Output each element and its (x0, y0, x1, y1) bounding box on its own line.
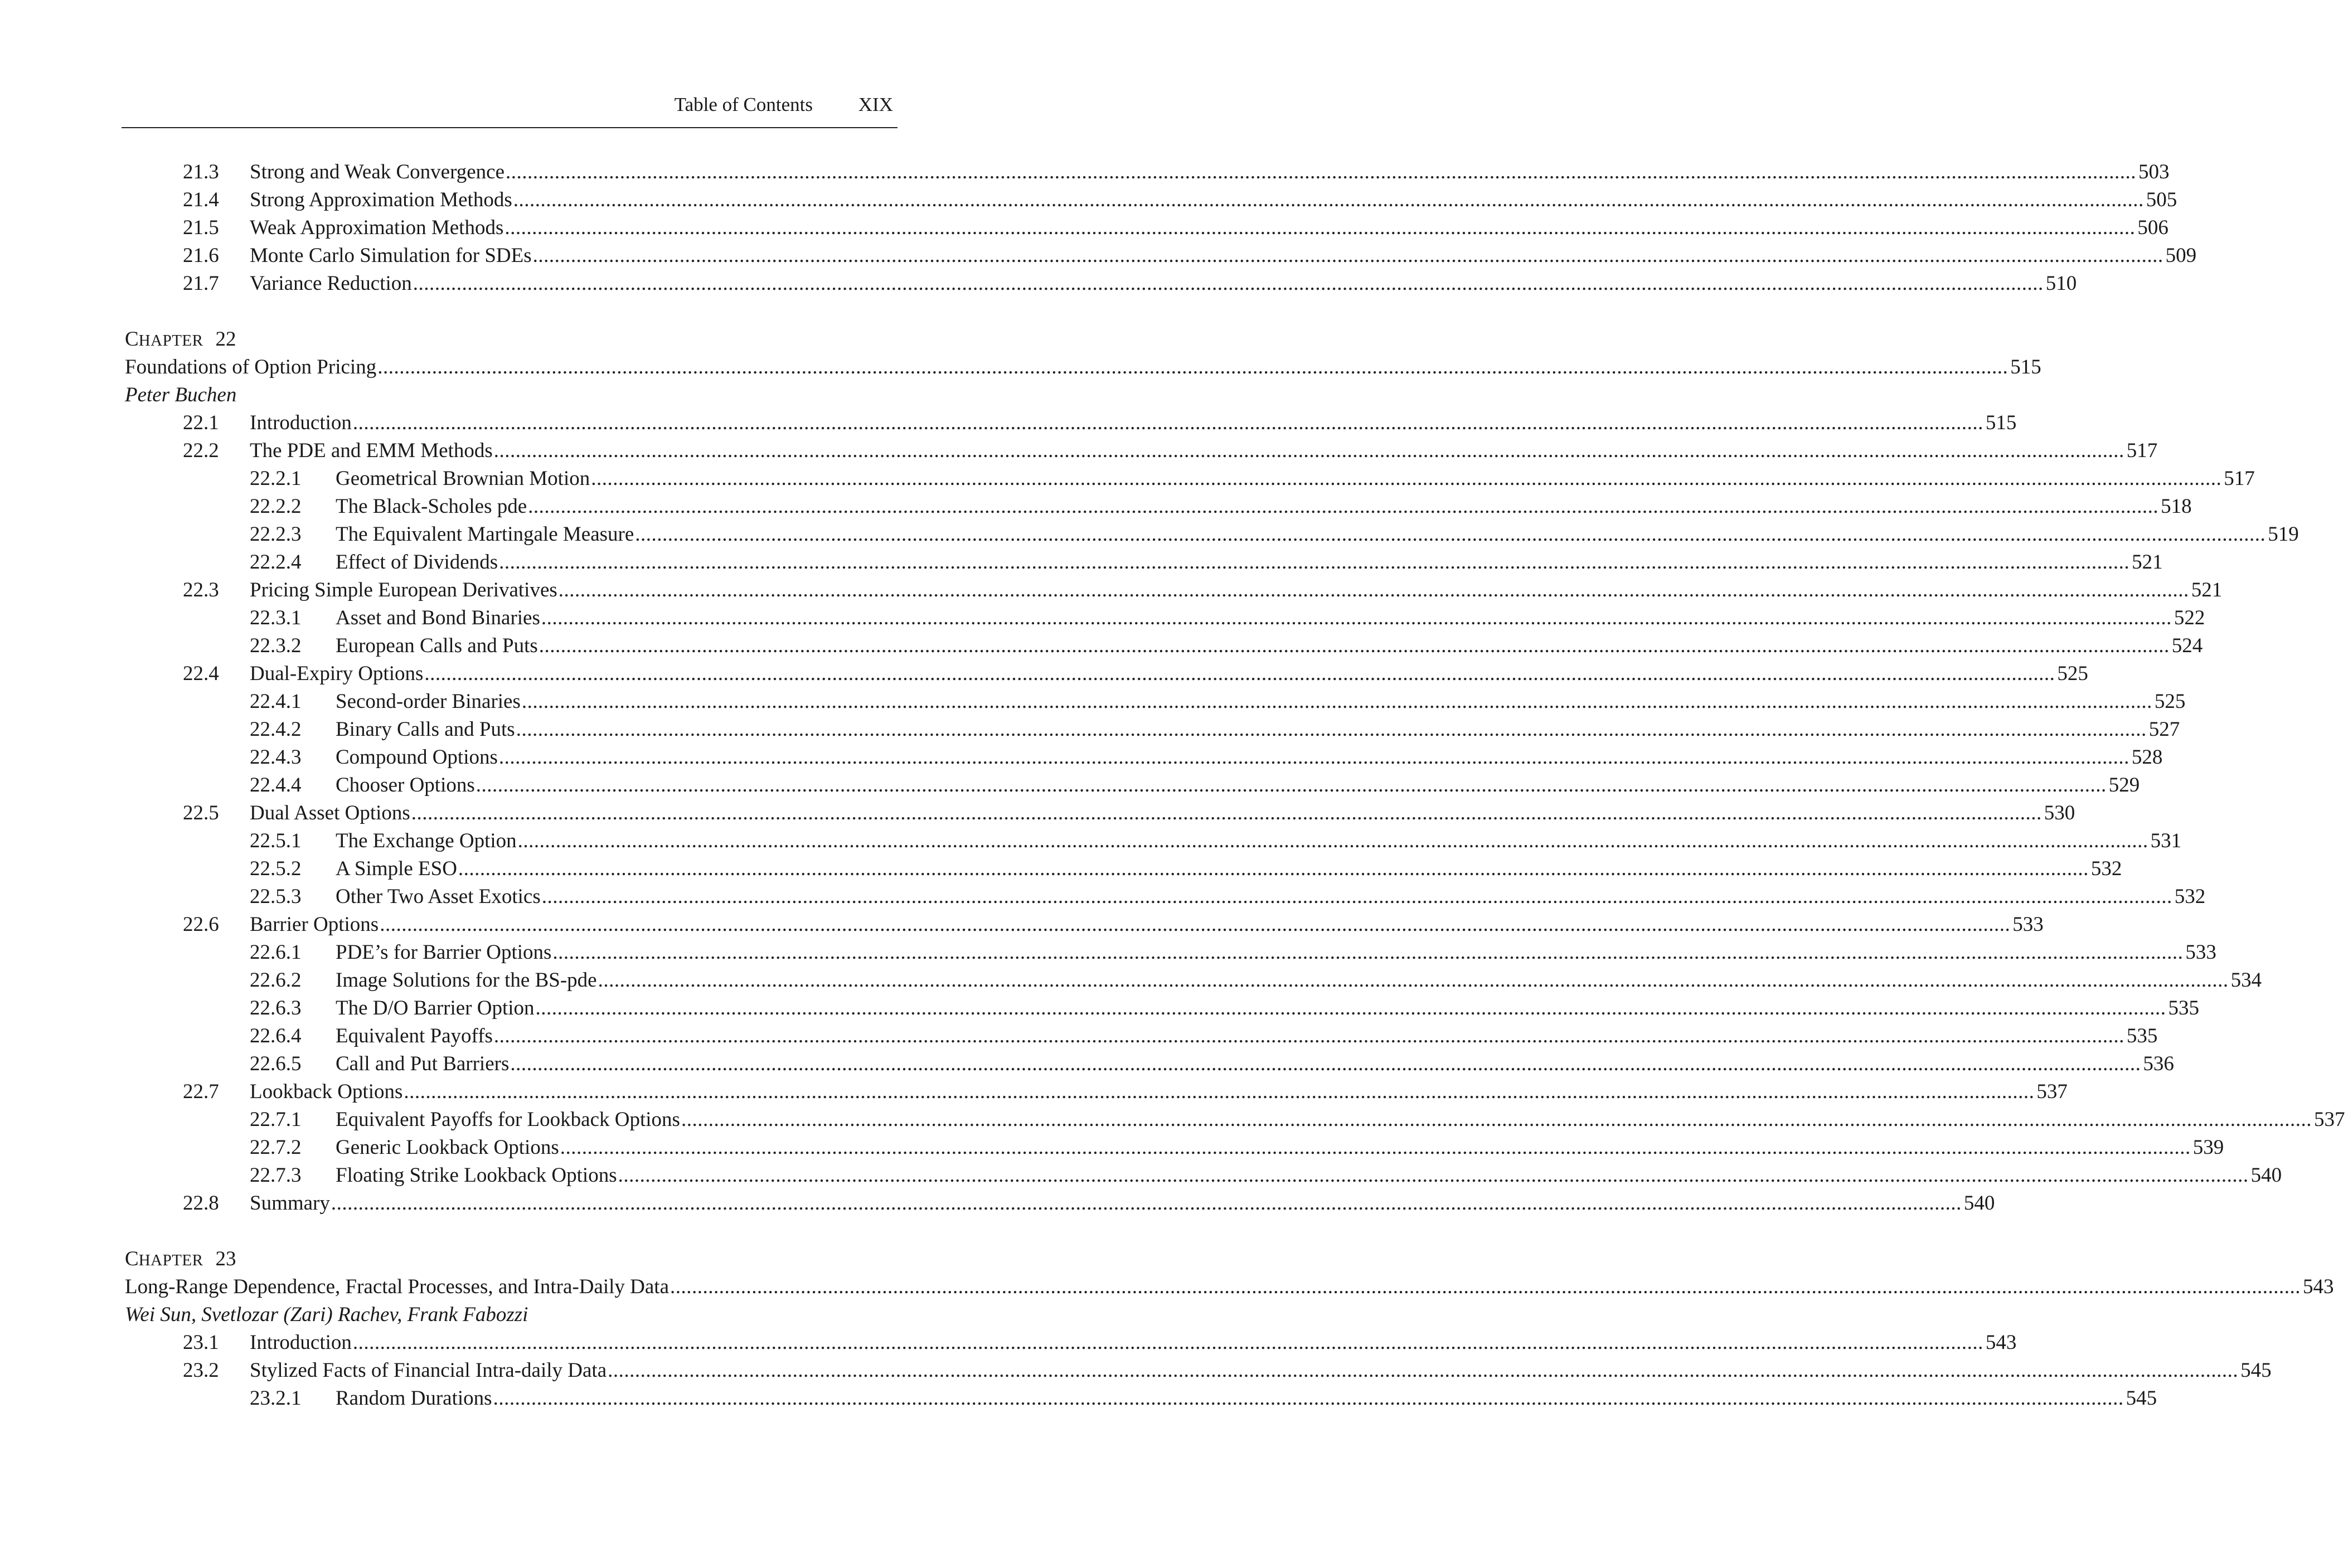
section-title: Second-order Binaries (336, 690, 521, 713)
page-number: 533 (2185, 941, 2216, 964)
dot-leader: ............................................................................................................................................................................................................................................................................................................ (499, 551, 2130, 574)
toc-subsection-row[interactable] (125, 855, 2122, 883)
section-number: 23.2 (183, 1359, 219, 1382)
page-number: 533 (2012, 913, 2044, 936)
section-title: Variance Reduction (250, 272, 412, 295)
dot-leader: ............................................................................................................................................................................................................................................................................................................ (598, 969, 2229, 992)
chapter-spacer (125, 298, 896, 326)
page-number: 545 (2126, 1387, 2157, 1410)
page-number: 525 (2154, 690, 2186, 713)
toc-subsection-row[interactable] (125, 604, 2205, 632)
dot-leader: ............................................................................................................................................................................................................................................................................................................ (681, 1108, 2312, 1131)
dot-leader: ............................................................................................................................................................................................................................................................................................................ (591, 467, 2222, 490)
page-number: 515 (1985, 411, 2017, 434)
toc-section-row[interactable] (125, 270, 2077, 298)
section-title: Effect of Dividends (336, 551, 498, 574)
toc-section-row[interactable] (125, 1357, 2272, 1385)
section-title: Call and Put Barriers (336, 1052, 510, 1075)
section-number: 21.7 (183, 272, 219, 295)
page-number: 543 (2303, 1275, 2334, 1298)
chapter-label: CHAPTER 23 (125, 1247, 236, 1270)
toc-section-row[interactable] (125, 158, 2170, 186)
section-title: Dual Asset Options (250, 802, 410, 824)
header-page-number: XIX (858, 94, 893, 115)
section-title: Introduction (250, 1331, 352, 1354)
page-number: 517 (2224, 467, 2255, 490)
section-title: Geometrical Brownian Motion (336, 467, 590, 490)
toc-section-row[interactable] (125, 242, 2197, 270)
table-of-contents (125, 158, 2345, 1412)
toc-section-row[interactable] (125, 186, 2177, 214)
section-number: 22.6.5 (250, 1052, 302, 1075)
section-title: Floating Strike Lookback Options (336, 1164, 617, 1187)
chapter-title: Foundations of Option Pricing (125, 356, 377, 378)
toc-subsection-row[interactable] (125, 688, 2186, 716)
section-number: 22.2 (183, 439, 219, 462)
page-number: 527 (2148, 718, 2180, 741)
page-number: 543 (1985, 1331, 2017, 1354)
section-number: 22.3.1 (250, 606, 302, 629)
dot-leader: ............................................................................................................................................................................................................................................................................................................ (493, 1387, 2124, 1410)
toc-section-row[interactable] (125, 1078, 2068, 1106)
page-number: 539 (2192, 1136, 2224, 1159)
toc-section-row[interactable] (125, 214, 2168, 242)
section-title: The Equivalent Martingale Measure (336, 523, 634, 546)
section-title: Image Solutions for the BS-pde (336, 969, 597, 992)
page-number: 505 (2146, 188, 2177, 211)
page-number: 517 (2126, 439, 2158, 462)
dot-leader: ............................................................................................................................................................................................................................................................................................................ (476, 774, 2107, 797)
page-number: 535 (2168, 997, 2200, 1020)
dot-leader: ............................................................................................................................................................................................................................................................................................................ (535, 997, 2166, 1020)
page-number: 537 (2313, 1108, 2345, 1131)
chapter-number: 22 (215, 328, 236, 351)
dot-leader: ............................................................................................................................................................................................................................................................................................................ (618, 1164, 2249, 1187)
section-title: Stylized Facts of Financial Intra-daily Data (250, 1359, 607, 1382)
chapter-label: CHAPTER 22 (125, 328, 236, 351)
chapter-authors: Peter Buchen (125, 383, 237, 406)
section-title: Monte Carlo Simulation for SDEs (250, 244, 532, 267)
section-number: 22.4.4 (250, 774, 302, 797)
section-title: PDE’s for Barrier Options (336, 941, 552, 964)
toc-subsection-row[interactable] (125, 493, 2192, 521)
chapter-title-row[interactable] (125, 1273, 2334, 1301)
section-title: A Simple ESO (336, 857, 457, 880)
page-number: 515 (2010, 356, 2041, 378)
section-number: 22.2.1 (250, 467, 302, 490)
toc-subsection-row[interactable] (125, 744, 2163, 771)
page-number: 524 (2171, 634, 2203, 657)
section-number: 22.6.2 (250, 969, 302, 992)
dot-leader: ............................................................................................................................................................................................................................................................................................................ (635, 523, 2266, 546)
section-number: 22.3 (183, 579, 219, 601)
toc-section-row[interactable] (125, 437, 2158, 465)
chapter-title: Long-Range Dependence, Fractal Processes, and Intra-Daily Data (125, 1275, 670, 1298)
dot-leader: ............................................................................................................................................................................................................................................................................................................ (352, 411, 1983, 434)
page-number: 521 (2191, 579, 2223, 601)
section-number: 21.5 (183, 216, 219, 239)
page-number: 503 (2138, 161, 2170, 183)
toc-section-row[interactable] (125, 409, 2017, 437)
section-title: Generic Lookback Options (336, 1136, 559, 1159)
toc-subsection-row[interactable] (125, 771, 2140, 799)
section-number: 22.5.3 (250, 885, 302, 908)
dot-leader: ............................................................................................................................................................................................................................................................................................................ (413, 272, 2044, 295)
toc-section-row[interactable] (125, 1329, 2017, 1357)
dot-leader: ............................................................................................................................................................................................................................................................................................................ (521, 690, 2152, 713)
section-title: The Black-Scholes pde (336, 495, 527, 518)
toc-subsection-row[interactable] (125, 1134, 2224, 1162)
section-title: Chooser Options (336, 774, 475, 797)
dot-leader: ............................................................................................................................................................................................................................................................................................................ (377, 356, 2009, 378)
section-number: 22.4 (183, 662, 219, 685)
toc-subsection-row[interactable] (125, 1022, 2158, 1050)
section-title: The Exchange Option (336, 829, 517, 852)
page-number: 536 (2143, 1052, 2174, 1075)
section-title: The D/O Barrier Option (336, 997, 535, 1020)
section-number: 22.6.3 (250, 997, 302, 1020)
toc-subsection-row[interactable] (125, 1050, 2174, 1078)
section-number: 22.2.3 (250, 523, 302, 546)
toc-subsection-row[interactable] (125, 939, 2216, 967)
section-number: 22.5.2 (250, 857, 302, 880)
toc-section-row[interactable] (125, 1190, 1995, 1217)
section-title: Barrier Options (250, 913, 379, 936)
dot-leader: ............................................................................................................................................................................................................................................................................................................ (560, 1136, 2191, 1159)
page-number: 540 (1963, 1192, 1995, 1215)
dot-leader: ............................................................................................................................................................................................................................................................................................................ (493, 439, 2124, 462)
page-number: 522 (2174, 606, 2205, 629)
section-title: Introduction (250, 411, 352, 434)
section-title: Strong and Weak Convergence (250, 161, 505, 183)
section-number: 22.7.2 (250, 1136, 302, 1159)
dot-leader: ............................................................................................................................................................................................................................................................................................................ (331, 1192, 1962, 1215)
chapter-authors: Wei Sun, Svetlozar (Zari) Rachev, Frank Fabozzi (125, 1303, 528, 1326)
section-number: 22.4.3 (250, 746, 302, 769)
page-number: 531 (2150, 829, 2182, 852)
chapter-number: 23 (215, 1247, 236, 1270)
page-number: 534 (2230, 969, 2262, 992)
dot-leader: ............................................................................................................................................................................................................................................................................................................ (552, 941, 2184, 964)
chapter-title-row[interactable] (125, 353, 2041, 381)
toc-subsection-row[interactable] (125, 465, 2255, 493)
section-number: 22.4.2 (250, 718, 302, 741)
dot-leader: ............................................................................................................................................................................................................................................................................................................ (541, 606, 2172, 629)
toc-block-chapter23 (125, 1329, 2272, 1412)
dot-leader: ............................................................................................................................................................................................................................................................................................................ (404, 1080, 2035, 1103)
section-title: The PDE and EMM Methods (250, 439, 493, 462)
dot-leader: ............................................................................................................................................................................................................................................................................................................ (516, 718, 2147, 741)
section-number: 22.6.4 (250, 1025, 302, 1047)
section-title: Lookback Options (250, 1080, 403, 1103)
dot-leader: ............................................................................................................................................................................................................................................................................................................ (539, 634, 2170, 657)
chapter-spacer (125, 1217, 896, 1245)
toc-subsection-row[interactable] (125, 1385, 2157, 1412)
section-title: Summary (250, 1192, 330, 1215)
section-number: 22.2.4 (250, 551, 302, 574)
section-number: 22.4.1 (250, 690, 302, 713)
header-rule (122, 127, 898, 128)
section-number: 23.1 (183, 1331, 219, 1354)
toc-block-chapter21 (125, 158, 2197, 298)
section-number: 22.7.3 (250, 1164, 302, 1187)
toc-section-row[interactable] (125, 660, 2088, 688)
page-number: 521 (2132, 551, 2163, 574)
dot-leader: ............................................................................................................................................................................................................................................................................................................ (532, 244, 2163, 267)
toc-section-row[interactable] (125, 576, 2223, 604)
dot-leader: ............................................................................................................................................................................................................................................................................................................ (506, 161, 2137, 183)
dot-leader: ............................................................................................................................................................................................................................................................................................................ (498, 746, 2129, 769)
dot-leader: ............................................................................................................................................................................................................................................................................................................ (504, 216, 2136, 239)
page-number: 519 (2268, 523, 2299, 546)
page-number: 532 (2090, 857, 2122, 880)
section-number: 22.5.1 (250, 829, 302, 852)
header-title: Table of Contents (674, 94, 813, 115)
page-number: 529 (2108, 774, 2140, 797)
dot-leader: ............................................................................................................................................................................................................................................................................................................ (608, 1359, 2239, 1382)
section-number: 22.5 (183, 802, 219, 824)
page-number: 540 (2250, 1164, 2282, 1187)
section-number: 21.6 (183, 244, 219, 267)
dot-leader: ............................................................................................................................................................................................................................................................................................................ (458, 857, 2089, 880)
toc-subsection-row[interactable] (125, 716, 2180, 744)
section-title: Other Two Asset Exotics (336, 885, 541, 908)
dot-leader: ............................................................................................................................................................................................................................................................................................................ (424, 662, 2055, 685)
section-title: Dual-Expiry Options (250, 662, 424, 685)
toc-subsection-row[interactable] (125, 632, 2203, 660)
dot-leader: ............................................................................................................................................................................................................................................................................................................ (510, 1052, 2141, 1075)
dot-leader: ............................................................................................................................................................................................................................................................................................................ (517, 829, 2148, 852)
dot-leader: ............................................................................................................................................................................................................................................................................................................ (513, 188, 2144, 211)
dot-leader: ............................................................................................................................................................................................................................................................................................................ (528, 495, 2159, 518)
section-title: European Calls and Puts (336, 634, 538, 657)
page-number: 545 (2240, 1359, 2272, 1382)
section-number: 22.7 (183, 1080, 219, 1103)
section-number: 23.2.1 (250, 1387, 302, 1410)
section-number: 22.3.2 (250, 634, 302, 657)
dot-leader: ............................................................................................................................................................................................................................................................................................................ (541, 885, 2172, 908)
section-title: Binary Calls and Puts (336, 718, 515, 741)
dot-leader: ............................................................................................................................................................................................................................................................................................................ (352, 1331, 1983, 1354)
toc-block-chapter22 (125, 409, 2345, 1217)
page-number: 528 (2131, 746, 2163, 769)
dot-leader: ............................................................................................................................................................................................................................................................................................................ (493, 1025, 2124, 1047)
page-number: 525 (2057, 662, 2088, 685)
section-title: Strong Approximation Methods (250, 188, 512, 211)
page-number: 509 (2165, 244, 2197, 267)
section-title: Equivalent Payoffs (336, 1025, 493, 1047)
section-title: Random Durations (336, 1387, 492, 1410)
toc-subsection-row[interactable] (125, 827, 2182, 855)
dot-leader: ............................................................................................................................................................................................................................................................................................................ (558, 579, 2189, 601)
page-number: 510 (2045, 272, 2077, 295)
section-number: 21.4 (183, 188, 219, 211)
page-number: 532 (2174, 885, 2206, 908)
section-title: Pricing Simple European Derivatives (250, 579, 557, 601)
dot-leader: ............................................................................................................................................................................................................................................................................................................ (411, 802, 2042, 824)
section-title: Compound Options (336, 746, 498, 769)
section-number: 22.7.1 (250, 1108, 302, 1131)
toc-subsection-row[interactable] (125, 548, 2163, 576)
page-number: 518 (2161, 495, 2192, 518)
section-number: 22.1 (183, 411, 219, 434)
toc-subsection-row[interactable] (125, 1162, 2282, 1190)
page-number: 537 (2036, 1080, 2068, 1103)
section-title: Asset and Bond Binaries (336, 606, 540, 629)
toc-subsection-row[interactable] (125, 967, 2262, 994)
section-number: 21.3 (183, 161, 219, 183)
page-number: 506 (2137, 216, 2168, 239)
section-number: 22.8 (183, 1192, 219, 1215)
running-header (122, 93, 898, 117)
section-number: 22.6.1 (250, 941, 302, 964)
toc-subsection-row[interactable] (125, 994, 2200, 1022)
dot-leader: ............................................................................................................................................................................................................................................................................................................ (380, 913, 2011, 936)
dot-leader: ............................................................................................................................................................................................................................................................................................................ (670, 1275, 2301, 1298)
section-title: Weak Approximation Methods (250, 216, 504, 239)
section-number: 22.2.2 (250, 495, 302, 518)
toc-subsection-row[interactable] (125, 521, 2299, 548)
toc-subsection-row[interactable] (125, 1106, 2345, 1134)
toc-section-row[interactable] (125, 799, 2075, 827)
page-number: 535 (2126, 1025, 2158, 1047)
section-number: 22.6 (183, 913, 219, 936)
toc-section-row[interactable] (125, 911, 2044, 939)
page-number: 530 (2044, 802, 2075, 824)
toc-subsection-row[interactable] (125, 883, 2206, 911)
section-title: Equivalent Payoffs for Lookback Options (336, 1108, 680, 1131)
